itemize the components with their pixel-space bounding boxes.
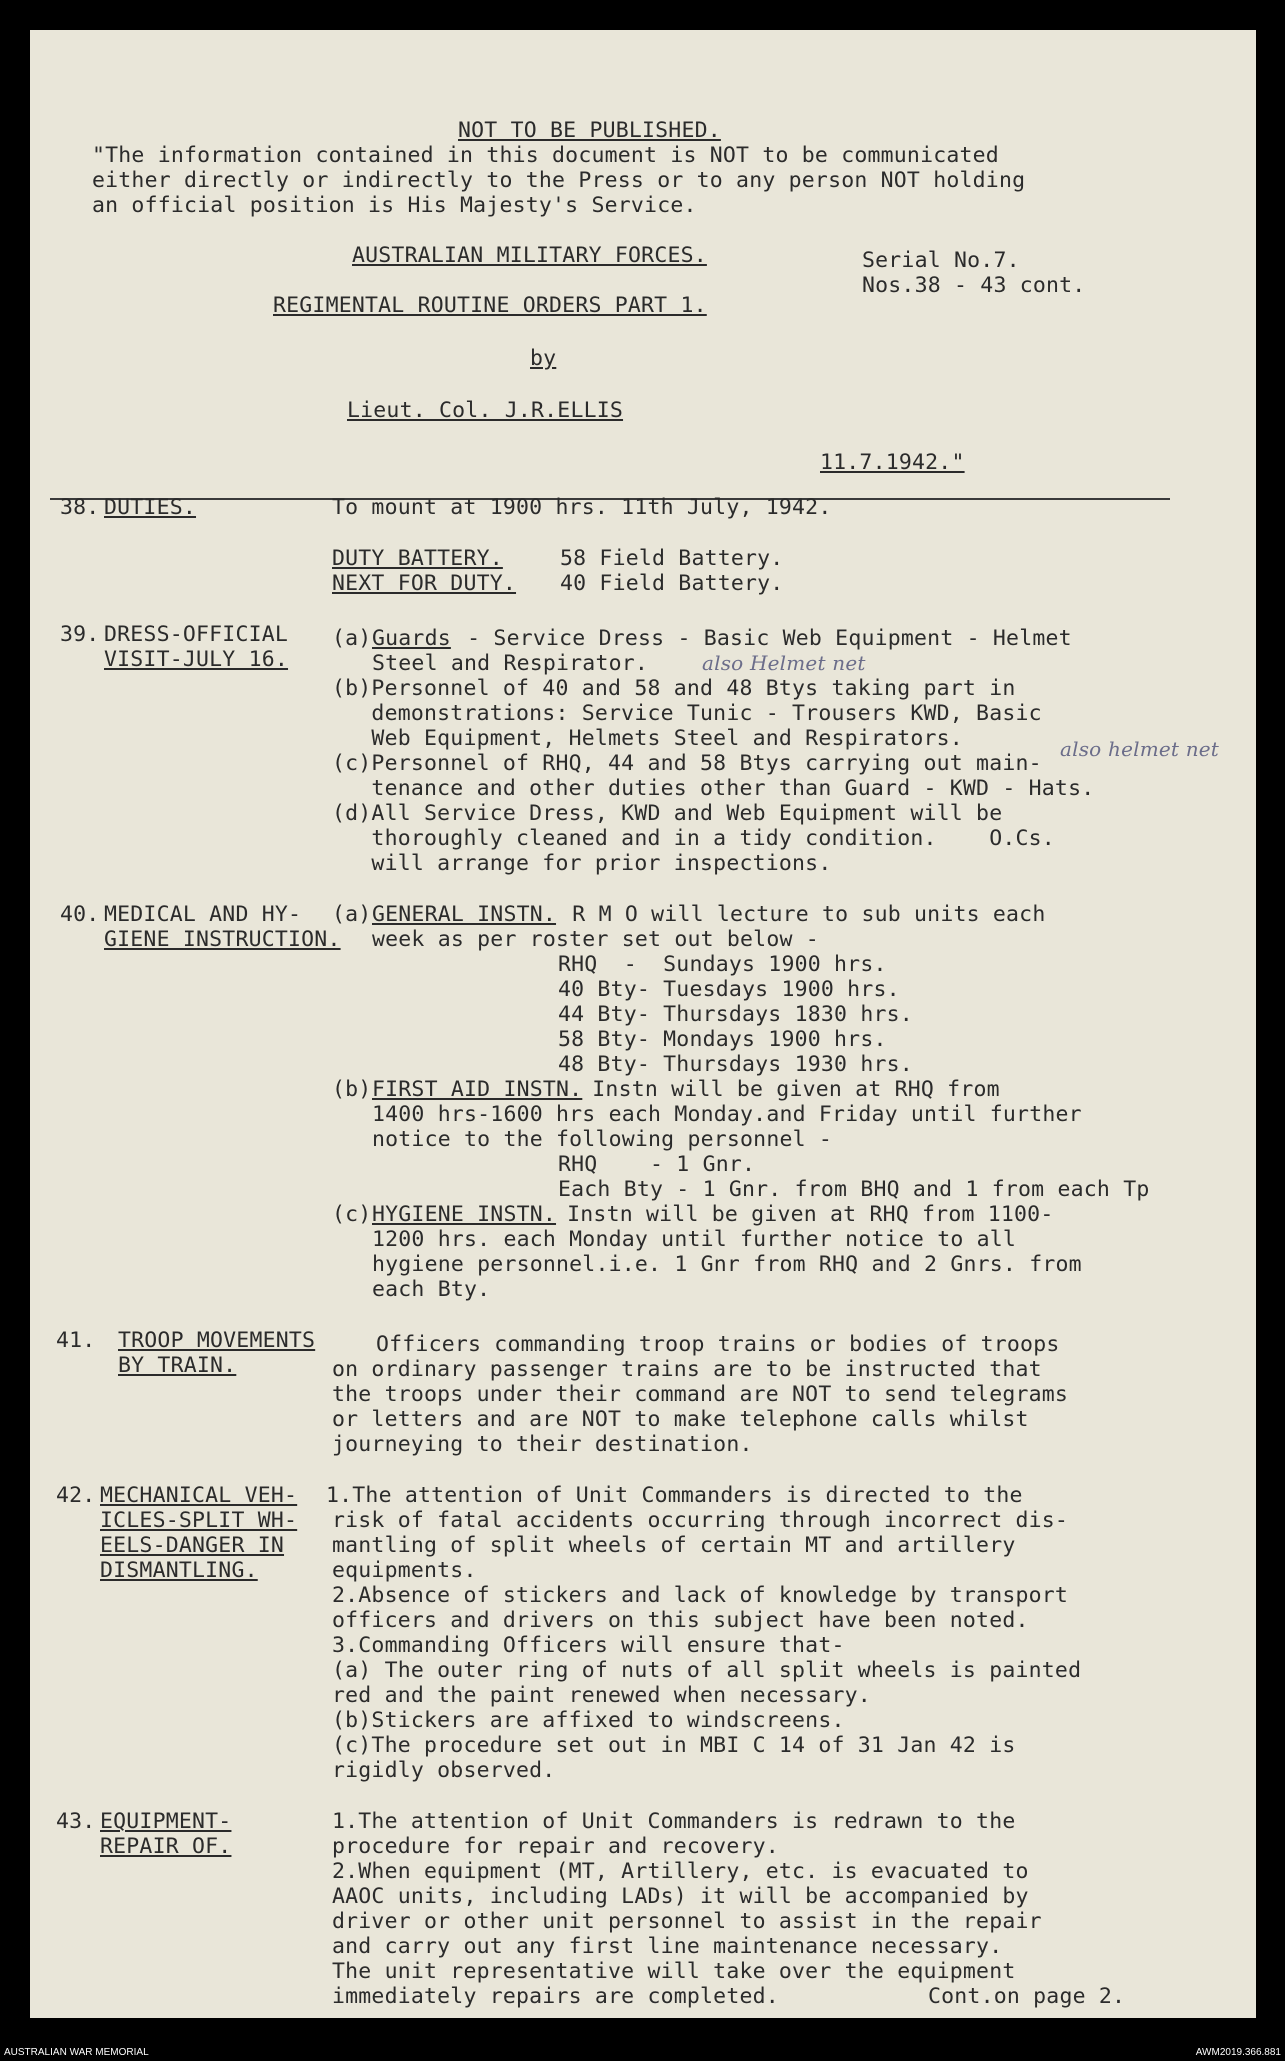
section-42-title-3: EELS-DANGER IN — [100, 1533, 285, 1558]
section-38-line: To mount at 1900 hrs. 11th July, 1942. — [332, 495, 832, 520]
section-43-line-8: immediately repairs are completed. — [332, 1984, 779, 2009]
section-41-title-1: TROOP MOVEMENTS — [118, 1328, 316, 1353]
section-42-line-10: (b)Stickers are affixed to windscreens. — [332, 1708, 845, 1733]
section-40-c-line-4: each Bty. — [372, 1277, 491, 1302]
section-43-title-1: EQUIPMENT- — [100, 1809, 232, 1834]
next-duty-value: 40 Field Battery. — [560, 571, 784, 596]
section-38-title: DUTIES. — [104, 495, 197, 520]
section-40-b-label: FIRST AID INSTN. — [372, 1077, 583, 1102]
serial-number: Serial No.7. — [862, 248, 1020, 273]
section-41-number: 41. — [56, 1328, 96, 1353]
restriction-title: NOT TO BE PUBLISHED. — [458, 118, 721, 143]
force-title: AUSTRALIAN MILITARY FORCES. — [352, 243, 707, 268]
section-39-line-3: Web Equipment, Helmets Steel and Respirators. — [332, 726, 963, 751]
section-40-c-line-2: 1200 hrs. each Monday until further notice to all — [372, 1227, 1017, 1252]
notice-line-2: either directly or indirectly to the Press or to any person NOT holding — [92, 168, 1026, 193]
section-40-b-line-1: Instn will be given at RHQ from — [566, 1077, 1000, 1102]
orders-title: REGIMENTAL ROUTINE ORDERS PART 1. — [273, 293, 707, 318]
section-43-line-2: procedure for repair and recovery. — [332, 1834, 779, 1859]
section-39-a-line-1: - Service Dress - Basic Web Equipment - Helmet — [454, 626, 1072, 651]
section-42-line-8: (a) The outer ring of nuts of all split wheels is painted — [332, 1658, 1082, 1683]
section-38-number: 38. — [60, 495, 100, 520]
section-39-a-prefix: (a) — [332, 626, 372, 651]
section-40-b-line-5: Each Bty - 1 Gnr. from BHQ and 1 from each Tp — [558, 1177, 1150, 1202]
roster-rhq: RHQ - Sundays 1900 hrs. — [558, 952, 887, 977]
officer-name: Lieut. Col. J.R.ELLIS — [347, 398, 624, 423]
next-duty-label: NEXT FOR DUTY. — [332, 571, 517, 596]
section-43-line-1: 1.The attention of Unit Commanders is redrawn to the — [332, 1809, 1016, 1834]
footer-accession-number: AWM2019.366.881 — [1195, 2047, 1281, 2058]
footer-credit: AUSTRALIAN WAR MEMORIAL — [4, 2047, 149, 2058]
section-39-line-5: tenance and other duties other than Guard - KWD - Hats. — [332, 776, 1095, 801]
section-41-line-1: Officers commanding troop trains or bodies of troops — [376, 1332, 1060, 1357]
section-41-line-4: or letters and are NOT to make telephone calls whilst — [332, 1407, 1029, 1432]
section-40-a-label: GENERAL INSTN. — [372, 902, 557, 927]
roster-40-bty: 40 Bty- Tuesdays 1900 hrs. — [558, 977, 900, 1002]
section-42-title-2: ICLES-SPLIT WH- — [100, 1508, 298, 1533]
section-42-number: 42. — [56, 1483, 96, 1508]
section-43-line-5: driver or other unit personnel to assist in the repair — [332, 1909, 1042, 1934]
notice-line-1: "The information contained in this document is NOT to be communicated — [92, 143, 999, 168]
section-39-line-1: (b)Personnel of 40 and 58 and 48 Btys taking part in — [332, 676, 1016, 701]
document-page — [30, 30, 1256, 2018]
duty-battery-label: DUTY BATTERY. — [332, 546, 503, 571]
section-39-line-7: thoroughly cleaned and in a tidy condition. O.Cs. — [332, 826, 1055, 851]
section-40-c-label: HYGIENE INSTN. — [372, 1202, 557, 1227]
notice-line-3: an official position is His Majesty's Service. — [92, 193, 697, 218]
section-41-line-5: journeying to their destination. — [332, 1432, 753, 1457]
duty-battery-value: 58 Field Battery. — [560, 546, 784, 571]
section-40-c-line-3: hygiene personnel.i.e. 1 Gnr from RHQ and 2 Gnrs. from — [372, 1252, 1082, 1277]
section-39-line-2: demonstrations: Service Tunic - Trousers KWD, Basic — [332, 701, 1042, 726]
section-40-c-prefix: (c) — [332, 1202, 372, 1227]
handwritten-note-1: also Helmet net — [702, 651, 866, 675]
section-43-title-2: REPAIR OF. — [100, 1834, 232, 1859]
section-42-line-12: rigidly observed. — [332, 1758, 556, 1783]
section-42-line-5: 2.Absence of stickers and lack of knowledge by transport — [332, 1583, 1069, 1608]
section-39-a-line-2: Steel and Respirator. — [372, 651, 649, 676]
section-40-title-1: MEDICAL AND HY- — [104, 902, 302, 927]
section-40-b-prefix: (b) — [332, 1077, 372, 1102]
section-40-a-line-2: week as per roster set out below - — [372, 927, 819, 952]
section-42-line-2: risk of fatal accidents occurring through incorrect dis- — [332, 1508, 1069, 1533]
section-40-c-line-1: Instn will be given at RHQ from 1100- — [554, 1202, 1054, 1227]
section-39-line-6: (d)All Service Dress, KWD and Web Equipment will be — [332, 801, 1003, 826]
order-numbers: Nos.38 - 43 cont. — [862, 273, 1086, 298]
section-41-line-2: on ordinary passenger trains are to be instructed that — [332, 1357, 1042, 1382]
section-39-title-1: DRESS-OFFICIAL — [104, 622, 289, 647]
section-40-title-2: GIENE INSTRUCTION. — [104, 927, 341, 952]
section-40-b-line-2: 1400 hrs-1600 hrs each Monday.and Friday until further — [372, 1102, 1082, 1127]
section-39-line-4: (c)Personnel of RHQ, 44 and 58 Btys carrying out main- — [332, 751, 1042, 776]
section-40-b-line-4: RHQ - 1 Gnr. — [558, 1152, 756, 1177]
section-42-title-4: DISMANTLING. — [100, 1558, 258, 1583]
section-39-title-2: VISIT-JULY 16. — [104, 647, 289, 672]
section-43-line-3: 2.When equipment (MT, Artillery, etc. is evacuated to — [332, 1859, 1029, 1884]
handwritten-note-2: also helmet net — [1060, 737, 1220, 761]
section-42-line-1: 1.The attention of Unit Commanders is directed to the — [326, 1483, 1023, 1508]
section-40-b-line-3: notice to the following personnel - — [372, 1127, 833, 1152]
roster-44-bty: 44 Bty- Thursdays 1830 hrs. — [558, 1002, 913, 1027]
section-41-title-2: BY TRAIN. — [118, 1353, 237, 1378]
by-text: by — [530, 346, 557, 371]
section-40-number: 40. — [60, 902, 100, 927]
section-40-a-line-1: R M O will lecture to sub units each — [546, 902, 1046, 927]
section-42-line-9: red and the paint renewed when necessary. — [332, 1683, 871, 1708]
section-43-line-4: AAOC units, including LADs) it will be accompanied by — [332, 1884, 1029, 1909]
section-42-line-6: officers and drivers on this subject have been noted. — [332, 1608, 1029, 1633]
section-39-number: 39. — [60, 622, 100, 647]
section-43-line-7: The unit representative will take over the equipment — [332, 1959, 1016, 1984]
roster-48-bty: 48 Bty- Thursdays 1930 hrs. — [558, 1052, 913, 1077]
section-41-line-3: the troops under their command are NOT to send telegrams — [332, 1382, 1069, 1407]
section-42-line-4: equipments. — [332, 1558, 477, 1583]
section-42-title-1: MECHANICAL VEH- — [100, 1483, 298, 1508]
order-date: 11.7.1942." — [820, 450, 965, 475]
section-39-line-8: will arrange for prior inspections. — [332, 851, 832, 876]
roster-58-bty: 58 Bty- Mondays 1900 hrs. — [558, 1027, 887, 1052]
section-42-line-3: mantling of split wheels of certain MT and artillery — [332, 1533, 1016, 1558]
section-43-line-6: and carry out any first line maintenance necessary. — [332, 1934, 1003, 1959]
continuation-note: Cont.on page 2. — [928, 1984, 1126, 2009]
section-43-number: 43. — [56, 1809, 96, 1834]
section-40-a-prefix: (a) — [332, 902, 372, 927]
section-42-line-7: 3.Commanding Officers will ensure that- — [332, 1633, 845, 1658]
section-39-a-label: Guards — [372, 626, 451, 651]
section-42-line-11: (c)The procedure set out in MBI C 14 of 31 Jan 42 is — [332, 1733, 1016, 1758]
